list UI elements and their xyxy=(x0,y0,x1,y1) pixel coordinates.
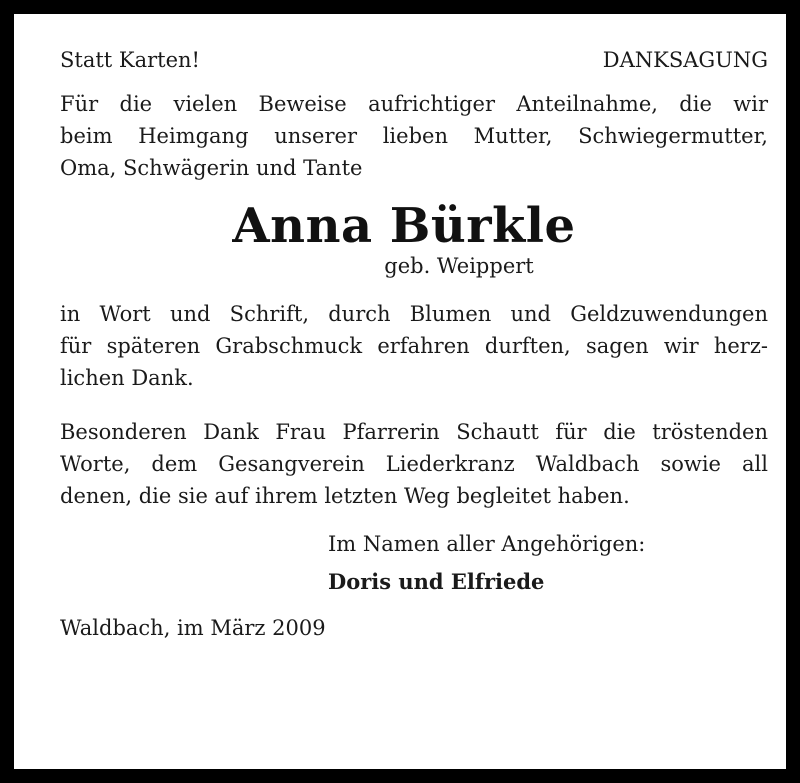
signature-block xyxy=(328,528,768,598)
deceased-name: Anna Bürkle xyxy=(232,198,576,254)
special-thanks-paragraph xyxy=(60,416,768,512)
special-thanks-line: Besonderen Dank Frau Pfarrerin Schautt für die tröstenden xyxy=(60,420,768,444)
signature-intro: Im Namen aller Angehörigen: xyxy=(328,532,646,556)
special-thanks-line: denen, die sie auf ihrem letzten Weg begleitet haben. xyxy=(60,484,630,508)
maiden-name: geb. Weippert xyxy=(384,254,534,278)
intro-line: Oma, Schwägerin und Tante xyxy=(60,156,363,180)
header-left-text: Statt Karten! xyxy=(60,48,200,72)
place-date: Waldbach, im März 2009 xyxy=(60,616,326,640)
notice-content xyxy=(60,44,768,644)
intro-line: beim Heimgang unserer lieben Mutter, Schwiegermutter, xyxy=(60,124,768,148)
thanks-paragraph xyxy=(60,298,768,394)
notice-header xyxy=(60,44,768,76)
signature-names: Doris und Elfriede xyxy=(328,569,545,594)
header-title: DANKSAGUNG xyxy=(602,48,768,72)
special-thanks-line: Worte, dem Gesangverein Liederkranz Waldbach sowie all xyxy=(60,452,768,476)
thanks-line: in Wort und Schrift, durch Blumen und Geldzuwendungen xyxy=(60,302,768,326)
intro-paragraph xyxy=(60,88,768,184)
thanks-line: lichen Dank. xyxy=(60,366,194,390)
thanks-line: für späteren Grabschmuck erfahren durften, sagen wir herz- xyxy=(60,334,768,358)
intro-line: Für die vielen Beweise aufrichtiger Anteilnahme, die wir xyxy=(60,92,768,116)
